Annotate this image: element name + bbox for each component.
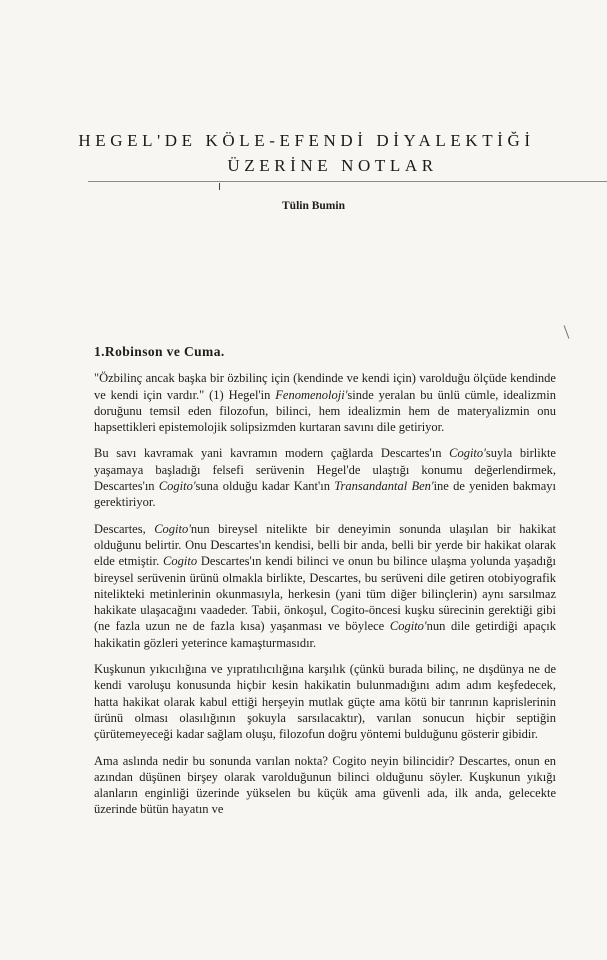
text-run: sinde yeralan bu ünlü cümle, idealizmin doruğunu temsil eden filozofun, bilinci, hem idealizmin hem de materyalizmin onu hapsettikleri epistemolojik solipsizmden kurtaran savını dile getiriyor.	[94, 387, 556, 435]
text-run: suna olduğu kadar Kant'ın	[195, 479, 335, 494]
margin-mark	[564, 325, 570, 338]
rule-tick-mark	[219, 183, 220, 190]
section-heading: 1.Robinson ve Cuma.	[94, 344, 225, 359]
italic-term: Transandantal Ben'	[334, 479, 434, 494]
article-title	[0, 128, 607, 178]
text-run: suyla birlikte yaşamaya başladığı felsefi serüvenin Hegel'de ulaştığı konumu değerlendirmek, Descartes'ın	[94, 446, 556, 494]
article-body	[94, 344, 556, 818]
italic-term: Cogito'	[158, 479, 196, 494]
italic-term: Cogito'	[449, 446, 486, 461]
body-paragraph	[94, 521, 556, 651]
italic-term: Cogito'	[154, 521, 191, 536]
author-name: Tülin Bumin	[282, 200, 345, 212]
text-run: Bu savı kavramak yani kavramın modern çağlarda Descartes'ın	[94, 446, 450, 461]
italic-term: Cogito'	[389, 619, 427, 634]
text-run: nun dile getirdiği apaçık hakikatin gözleri yeterince kamaşturmasıdır.	[94, 619, 557, 650]
text-run: Descartes'ın kendi bilinci ve onun bu bilince ulaşma yolunda yaşadığı bireysel serüvenin ürünü olmakla birlikte, Descartes, bu serüveni dile getiren otobiyografik nitelikteki metinlerinin okunmasıyla, herkesin (yani tüm diğer bilinçlerin) aynı sarsılmaz hakikate ulaşacağını vaadeder. Tabii, önkoşul, Cogito-öncesi kuşku sürecinin gerektiği gibi (ne fazla uzun ne de fazla kısa) yaşanması ve böylece	[94, 554, 556, 634]
body-paragraph	[94, 753, 556, 818]
italic-term: Cogito	[163, 554, 198, 569]
body-paragraph	[94, 445, 556, 510]
paragraphs-container	[94, 370, 556, 817]
body-paragraph	[94, 661, 556, 742]
title-line-1: HEGEL'DE KÖLE-EFENDİ DİYALEKTİĞİ	[78, 131, 535, 150]
text-run: Descartes,	[94, 521, 155, 536]
text-run: ine de yeniden bakmayı gerektiriyor.	[94, 479, 557, 510]
body-paragraph	[94, 370, 556, 435]
text-run: nun bireysel nitelikte bir deneyimin sonunda ulaşılan bir hakikat olduğunu belirtir. Onu Descartes'ın kendisi, belli bir anda, belli bir yerde bir hakikat olarak elde etmiştir.	[94, 521, 556, 569]
title-line-2: ÜZERİNE NOTLAR	[227, 156, 438, 175]
text-run: Ama aslında nedir bu sonunda varılan nokta? Cogito neyin bilincidir? Descartes, onun en azından düşünen birşey olarak varolduğunun bilinci olduğunu söyler. Kuşkunun yıkığı alanların enginliği üzerinde yükselen bu küçük ama güvenli ada, ilk anda, gelecekte üzerinde bütün hayatın ve	[94, 753, 556, 817]
title-rule	[88, 181, 607, 182]
italic-term: Fenomenoloji'	[275, 387, 348, 402]
text-run: Kuşkunun yıkıcılığına ve yıpratılıcılığına karşılık (çünkü burada bilinç, ne dışdünya ne de kendi varoluşu konusunda hiçbir kesin hakikatin bulunmadığını adım adım keşfedecek, hatta hakikat olarak kabul ettiği herşeyin mutlak güçte ama kötü bir tanrının kaprislerinin ürünü olması olasılığının şokuyla sarsılacaktır), varılan sonucun hiçbir septiğin çürütemeyeceği kadar sağlam oluşu, filozofun doğru yöntemi bulduğunu gösterir gibidir.	[94, 662, 556, 742]
text-run: "Özbilinç ancak başka bir özbilinç için (kendinde ve kendi için) varolduğu ölçüde kendinde ve kendi için vardır." (1) Hegel'in	[94, 371, 556, 402]
